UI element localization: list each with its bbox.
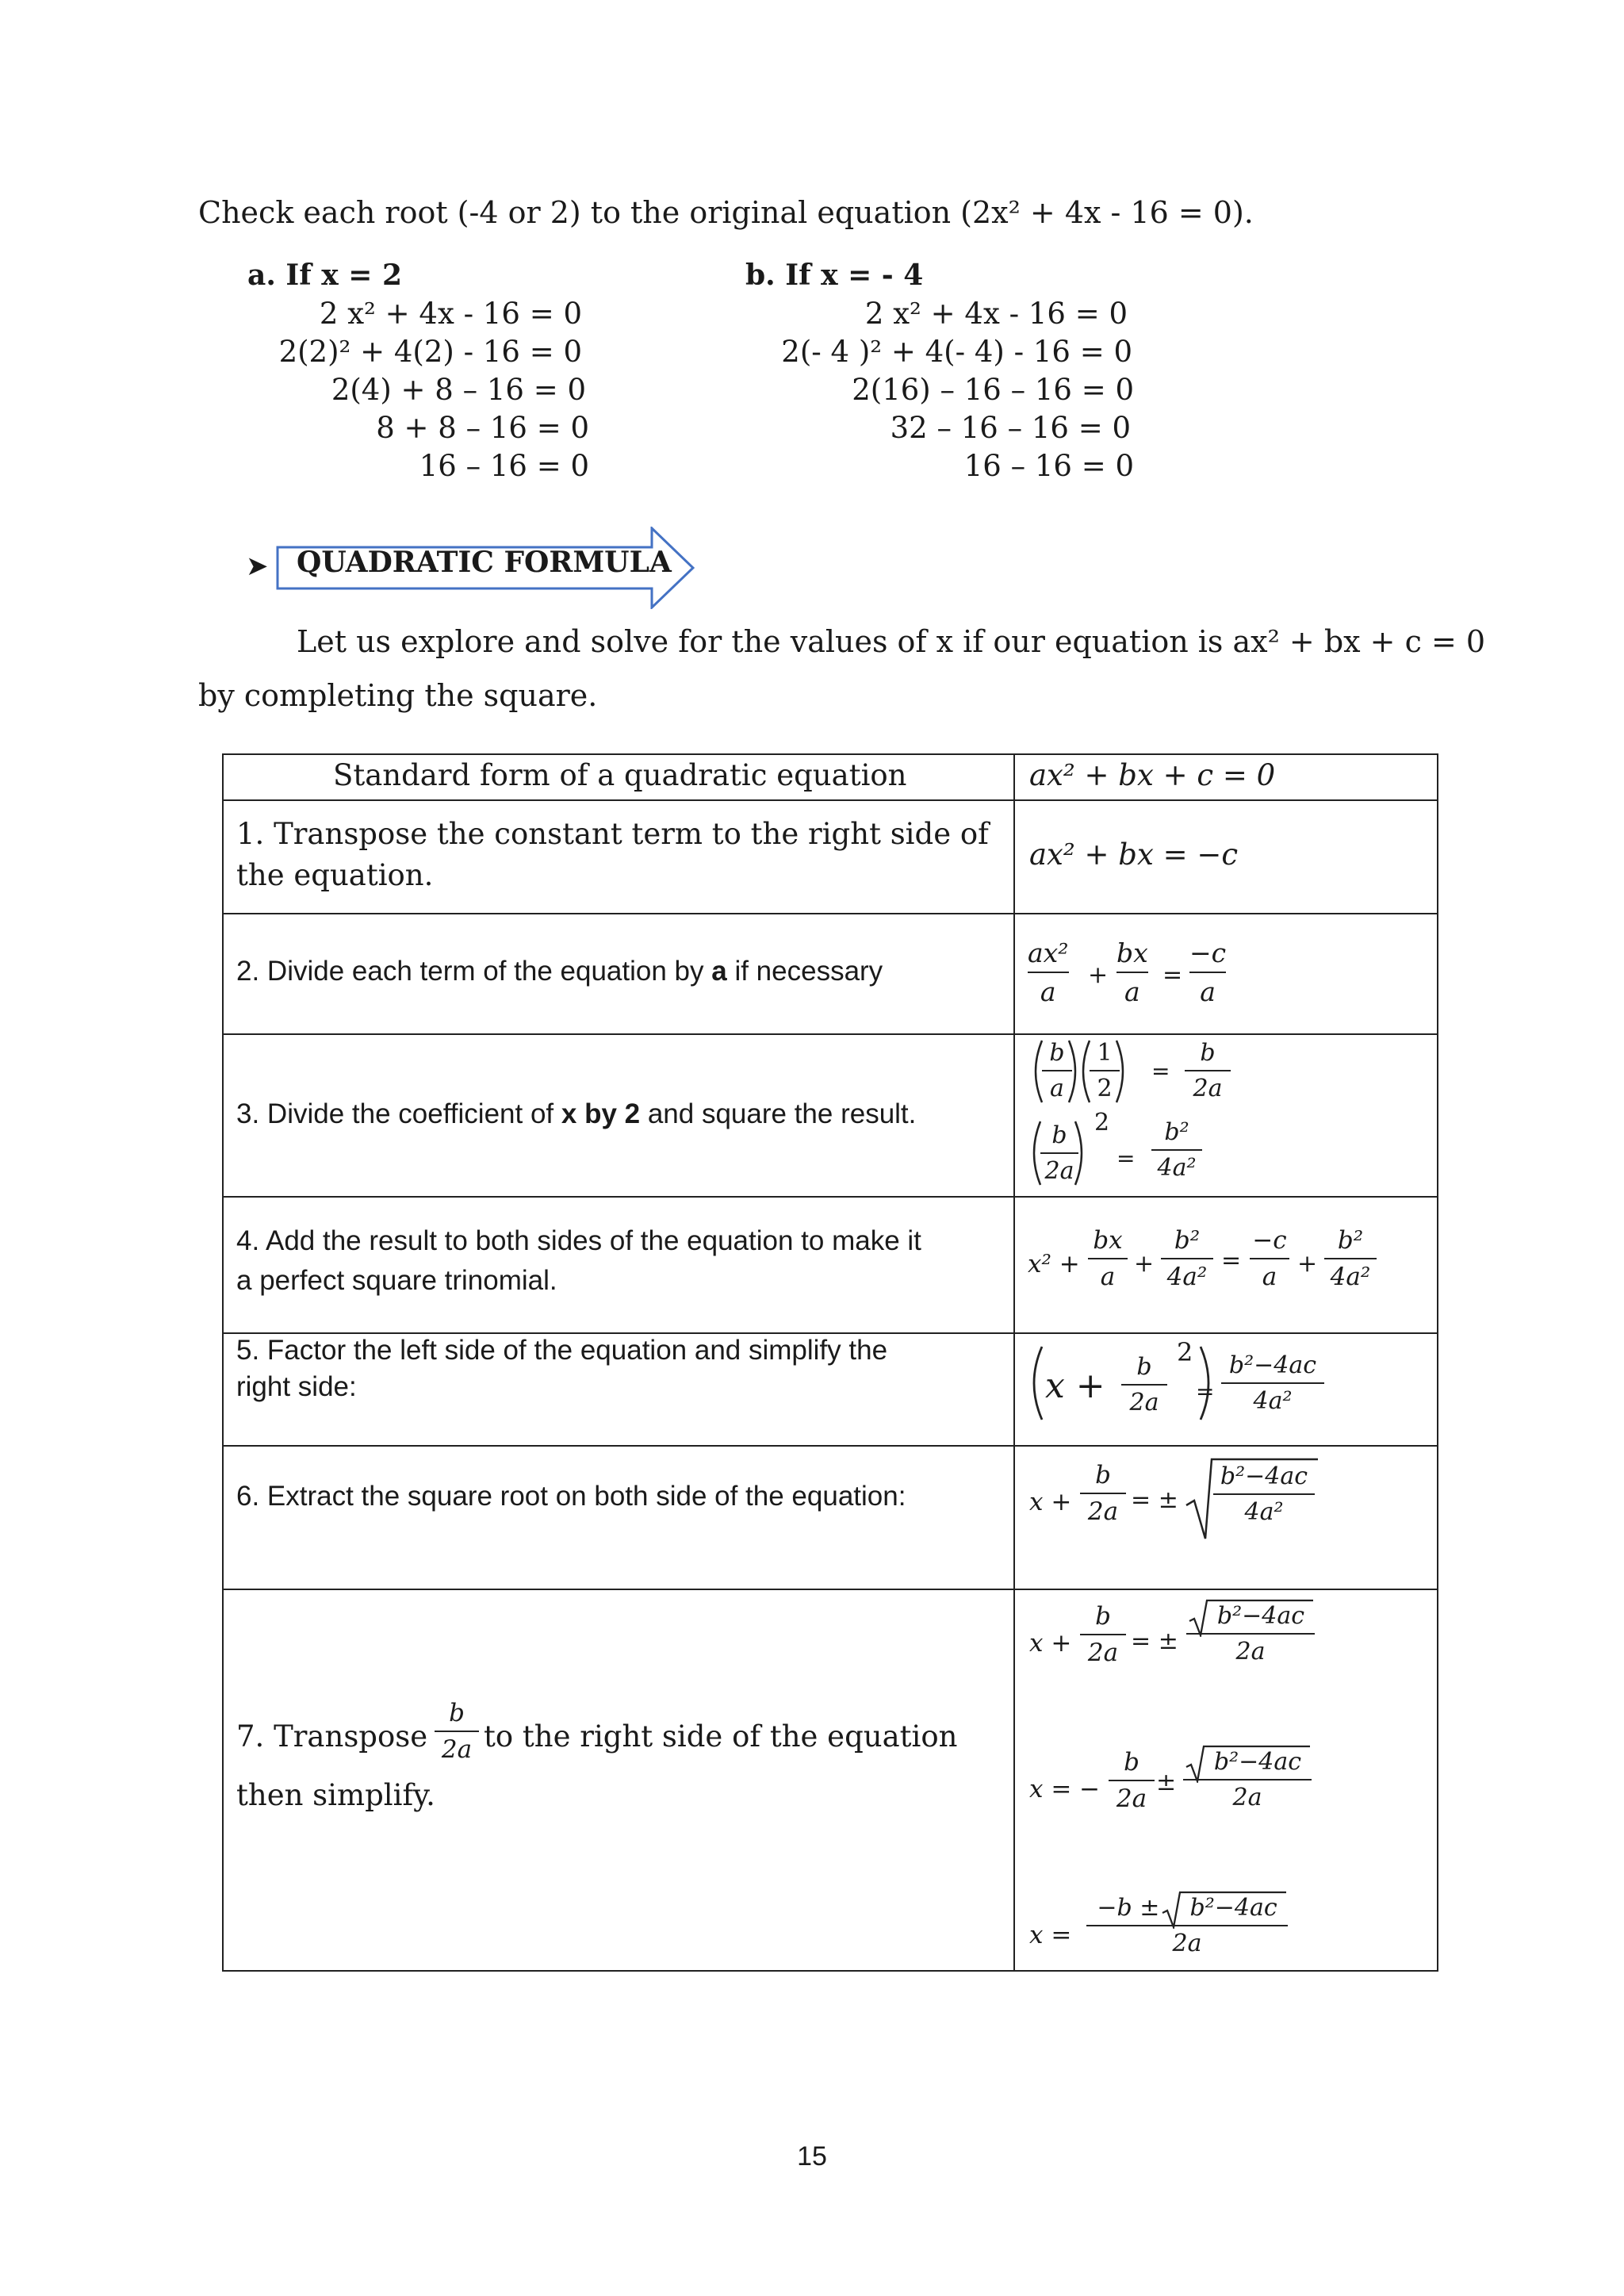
- plus-sign: +: [1134, 1250, 1155, 1278]
- frac-sqrt-disc-over-2a: [1186, 1602, 1315, 1665]
- frac-b2-over-4a2: [1151, 1118, 1202, 1182]
- denominator: a: [1124, 976, 1140, 1007]
- table-header-right: ax² + bx + c = 0: [1029, 758, 1276, 792]
- plus-sign: +: [1297, 1250, 1318, 1278]
- frac-1-over-2: [1090, 1039, 1120, 1102]
- table-border: [222, 1589, 1438, 1590]
- step-2-bold: a: [711, 956, 727, 987]
- frac-sqrt-disc-over-2a: [1183, 1748, 1312, 1811]
- denominator: a: [1200, 976, 1216, 1007]
- frac-b-over-2a: [1109, 1748, 1155, 1813]
- case-b-step: 2(- 4 )² + 4(- 4) - 16 = 0: [781, 335, 1132, 369]
- denominator: a: [1040, 976, 1056, 1007]
- table-border: [222, 1033, 1438, 1035]
- step-2-pre: 2. Divide each term of the equation by: [236, 956, 712, 987]
- case-a-step: 16 – 16 = 0: [419, 449, 589, 483]
- frac-negc-over-a: [1189, 937, 1226, 1007]
- case-b-step: 16 – 16 = 0: [963, 449, 1134, 483]
- x-plus: x +: [1029, 1488, 1072, 1516]
- equals-sign: =: [1131, 1486, 1151, 1514]
- denominator: 4a²: [1157, 1154, 1197, 1182]
- neg-b-plus-minus: −b ±: [1097, 1894, 1160, 1922]
- equals-sign: =: [1221, 1247, 1242, 1274]
- frac-b2-over-4a2: [1161, 1226, 1213, 1291]
- step-1-math: ax² + bx = −c: [1029, 838, 1239, 872]
- numerator: b: [1124, 1748, 1139, 1777]
- numerator: b: [1049, 1039, 1065, 1067]
- table-border: [222, 799, 1438, 801]
- numerator: b: [1051, 1121, 1067, 1149]
- case-a-step: 8 + 8 – 16 = 0: [376, 411, 589, 445]
- denominator: 2a: [1193, 1075, 1223, 1102]
- numerator: b²−4ac: [1216, 1602, 1305, 1630]
- case-b-label: b. If x = - 4: [745, 259, 924, 292]
- x-plus: x +: [1045, 1366, 1105, 1406]
- frac-b-over-2a: [435, 1699, 479, 1764]
- case-b-step: 2(16) – 16 – 16 = 0: [852, 373, 1134, 407]
- frac-bx-over-a: [1116, 937, 1148, 1007]
- numerator: b²: [1337, 1226, 1364, 1255]
- equals-sign: =: [1116, 1145, 1136, 1171]
- bullet-arrow-icon: ➤: [246, 550, 269, 582]
- intro-text: Check each root (-4 or 2) to the original equation (2x² + 4x - 16 = 0).: [198, 195, 1254, 230]
- numerator: bx: [1093, 1226, 1123, 1255]
- step-3-text: [236, 1094, 916, 1134]
- step-7-line2: then simplify.: [236, 1778, 435, 1812]
- step-5-line: 5. Factor the left side of the equation and simplify the: [236, 1335, 888, 1366]
- frac-disc-over-4a2: [1221, 1351, 1324, 1415]
- step-1-line: 1. Transpose the constant term to the right side of: [236, 817, 989, 851]
- frac-b-over-2a: [1185, 1039, 1231, 1102]
- step-5-text: [236, 1332, 1005, 1405]
- frac-b2-over-4a2: [1324, 1226, 1377, 1291]
- page-number: 15: [797, 2141, 827, 2171]
- plus-minus-sign: ±: [1158, 1627, 1178, 1655]
- step-3-pre: 3. Divide the coefficient of: [236, 1098, 561, 1129]
- table-border: [222, 1445, 1438, 1447]
- frac-ax2-over-a: [1028, 937, 1069, 1007]
- step-4-text: [236, 1221, 1005, 1301]
- step-2-text: [236, 952, 883, 991]
- numerator: b: [449, 1699, 465, 1727]
- denominator: 2a: [1044, 1157, 1074, 1185]
- numerator: [1086, 1894, 1288, 1922]
- frac-bx-over-a: [1088, 1226, 1128, 1291]
- case-a-step: 2 x² + 4x - 16 = 0: [319, 297, 582, 331]
- step-1-text: [236, 814, 998, 896]
- step-7-text: [236, 1716, 427, 1757]
- x-plus: x +: [1029, 1629, 1072, 1658]
- frac-b-over-2a: [1121, 1353, 1167, 1416]
- equals-sign: =: [1162, 961, 1183, 989]
- table-border: [222, 1196, 1438, 1198]
- denominator: 4a²: [1244, 1498, 1284, 1526]
- equals-plus-minus: [1131, 1486, 1178, 1514]
- numerator: −c: [1252, 1226, 1287, 1255]
- exponent: 2: [1177, 1337, 1193, 1367]
- frac-quadratic-formula: [1086, 1894, 1288, 1957]
- x-equals: x =: [1029, 1921, 1072, 1949]
- denominator: 4a²: [1253, 1387, 1293, 1415]
- plus-sign: +: [1088, 961, 1109, 989]
- frac-negc-over-a: [1250, 1226, 1289, 1291]
- case-b-step: 2 x² + 4x - 16 = 0: [864, 297, 1128, 331]
- numerator: b²−4ac: [1220, 1462, 1308, 1490]
- equals-plus-minus: [1131, 1627, 1178, 1655]
- step-7-pre: 7. Transpose: [236, 1719, 428, 1754]
- case-a-step: 2(2)² + 4(2) - 16 = 0: [278, 335, 582, 369]
- x-equals-minus: x = −: [1029, 1775, 1101, 1803]
- denominator: 2a: [441, 1735, 473, 1764]
- denominator: a: [1262, 1263, 1277, 1291]
- equals-sign: =: [1196, 1378, 1215, 1405]
- frac-b-over-2a: [1040, 1121, 1078, 1185]
- plus-minus-sign: ±: [1156, 1769, 1177, 1796]
- table-border: [222, 913, 1438, 914]
- denominator: 2: [1097, 1075, 1113, 1102]
- table-border: [222, 753, 224, 1972]
- numerator: ax²: [1028, 937, 1069, 968]
- frac-b-over-2a: [1080, 1461, 1126, 1526]
- denominator: 2a: [1172, 1930, 1202, 1957]
- denominator: 2a: [1116, 1784, 1147, 1813]
- numerator: b²−4ac: [1228, 1351, 1317, 1379]
- denominator: 4a²: [1330, 1263, 1371, 1291]
- step-4-line: 4. Add the result to both sides of the equation to make it: [236, 1225, 921, 1256]
- frac-b-over-a: [1042, 1039, 1072, 1102]
- step-3-bold: x by 2: [561, 1098, 641, 1129]
- denominator: 2a: [1087, 1639, 1119, 1667]
- table-border: [222, 1970, 1438, 1972]
- denominator: a: [1050, 1075, 1064, 1102]
- case-a-step: 2(4) + 8 – 16 = 0: [331, 373, 586, 407]
- numerator: bx: [1116, 937, 1148, 968]
- exponent: 2: [1094, 1109, 1110, 1137]
- step-5-line: right side:: [236, 1371, 357, 1402]
- step-2-post: if necessary: [726, 956, 883, 987]
- step-6-text: 6. Extract the square root on both side of the equation:: [236, 1481, 906, 1512]
- explore-line-2: by completing the square.: [198, 678, 598, 713]
- explore-line-1: Let us explore and solve for the values of x if our equation is ax² + bx + c = 0: [297, 624, 1486, 659]
- denominator: 4a²: [1166, 1263, 1208, 1291]
- section-title: QUADRATIC FORMULA: [297, 546, 672, 579]
- numerator: −c: [1189, 937, 1227, 968]
- step-7-post: to the right side of the equation: [484, 1719, 958, 1754]
- denominator: 2a: [1129, 1389, 1159, 1416]
- discriminant: b²−4ac: [1189, 1894, 1277, 1922]
- step-1-line: the equation.: [236, 858, 434, 892]
- denominator: a: [1100, 1263, 1116, 1291]
- table-header-left: Standard form of a quadratic equation: [333, 758, 907, 792]
- x-squared-plus: x² +: [1028, 1250, 1080, 1278]
- numerator: b: [1095, 1461, 1111, 1489]
- denominator: 2a: [1232, 1784, 1262, 1811]
- numerator: b²: [1174, 1226, 1201, 1255]
- step-3-post: and square the result.: [640, 1098, 917, 1129]
- frac-disc-over-4a2: [1213, 1462, 1315, 1526]
- denominator: 2a: [1087, 1497, 1119, 1526]
- plus-minus-sign: ±: [1158, 1486, 1178, 1514]
- step-4-line: a perfect square trinomial.: [236, 1265, 557, 1296]
- numerator: b²−4ac: [1213, 1748, 1302, 1776]
- numerator: b²: [1164, 1118, 1189, 1146]
- table-border: [1437, 753, 1438, 1972]
- numerator: b: [1200, 1039, 1216, 1067]
- equals-sign: =: [1151, 1058, 1170, 1084]
- table-border: [1013, 753, 1015, 1972]
- numerator: b: [1095, 1602, 1111, 1631]
- denominator: 2a: [1235, 1638, 1266, 1665]
- equals-sign: =: [1131, 1627, 1151, 1655]
- numerator: 1: [1097, 1039, 1113, 1067]
- case-b-step: 32 – 16 – 16 = 0: [890, 411, 1131, 445]
- frac-b-over-2a: [1080, 1602, 1126, 1667]
- numerator: b: [1136, 1353, 1152, 1381]
- case-a-label: a. If x = 2: [247, 259, 402, 292]
